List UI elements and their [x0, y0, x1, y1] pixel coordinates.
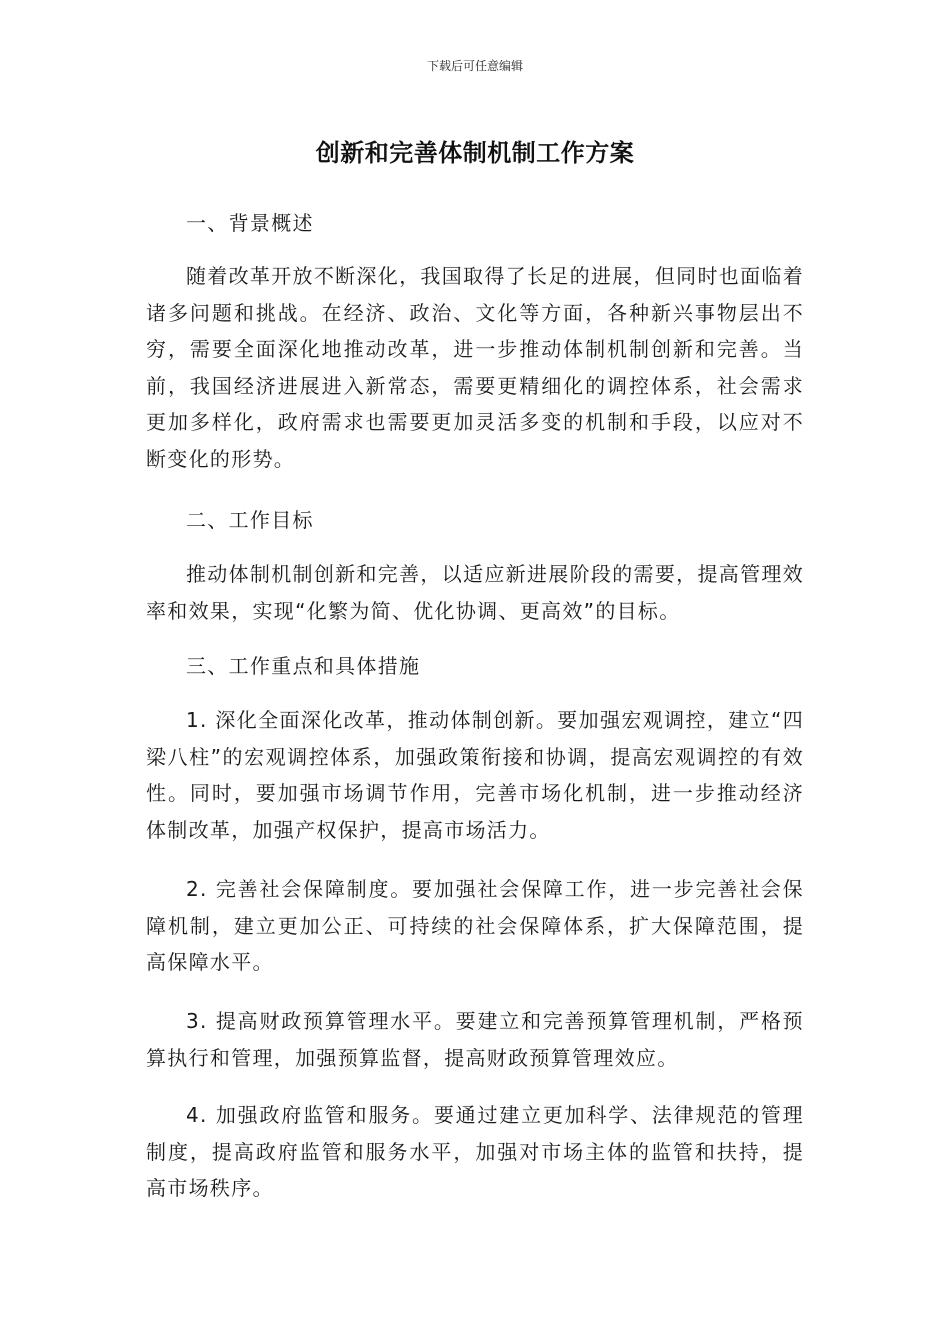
measure-item-2: 2. 完善社会保障制度。要加强社会保障工作，进一步完善社会保障机制，建立更加公正、可持续的社会保障体系，扩大保障范围，提高保障水平。: [146, 877, 804, 974]
paragraph-background: 随着改革开放不断深化，我国取得了长足的进展，但同时也面临着诸多问题和挑战。在经济、政治、文化等方面，各种新兴事物层出不穷，需要全面深化地推动改革，进一步推动体制机制创新和完善。当前，我国经济进展进入新常态，需要更精细化的调控体系，社会需求更加多样化，政府需求也需要更加灵活多变的机制和手段，以应对不断变化的形势。: [146, 264, 804, 471]
measure-item-3: 3. 提高财政预算管理水平。要建立和完善预算管理机制，严格预算执行和管理，加强预算监督，提高财政预算管理效应。: [146, 1009, 804, 1070]
section-heading-goals: 二、工作目标: [186, 508, 314, 532]
measure-item-4: 4. 加强政府监管和服务。要通过建立更加科学、法律规范的管理制度，提高政府监管和服务水平，加强对市场主体的监管和扶持，提高市场秩序。: [146, 1103, 804, 1200]
document-title: 创新和完善体制机制工作方案: [315, 139, 635, 167]
section-heading-measures: 三、工作重点和具体措施: [186, 654, 421, 678]
paragraph-goals: 推动体制机制创新和完善，以适应新进展阶段的需要，提高管理效率和效果，实现“化繁为简、优化协调、更高效”的目标。: [146, 562, 804, 623]
measure-item-1: 1. 深化全面深化改革，推动体制创新。要加强宏观调控，建立“四梁八柱”的宏观调控体系，加强政策衔接和协调，提高宏观调控的有效性。同时，要加强市场调节作用，完善市场化机制，进一步推动经济体制改革，加强产权保护，提高市场活力。: [146, 708, 804, 842]
header-note: 下载后可任意编辑: [426, 59, 523, 73]
section-heading-background: 一、背景概述: [186, 211, 314, 235]
